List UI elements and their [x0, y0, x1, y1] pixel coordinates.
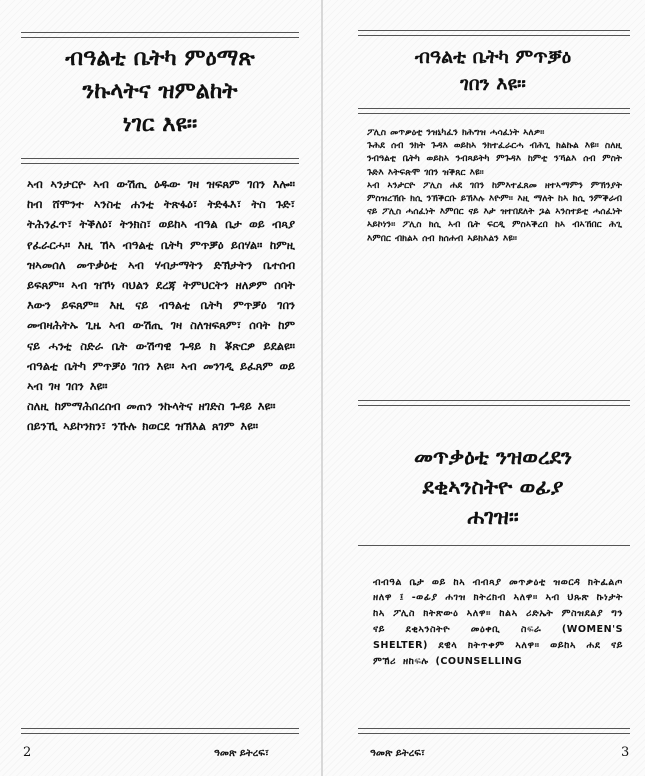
- left-footer-double-rule: [21, 728, 299, 734]
- right-top-lower-rule: [358, 108, 630, 114]
- right-top-heading: [343, 44, 643, 98]
- right-top-heading-line-1: ብዓልቲ ቤትካ ምጥቓዕ: [414, 46, 572, 68]
- right-middle-double-rule: [358, 400, 630, 406]
- right-top-paragraph-2: ጉሕደ ሰብ ንክት ጉዳእ ወይከኣ ንክተፈራርሓ ብሕጊ ክልኩል እዩ። ስለዚ ንብዓልቲ ቤትካ ወይከኣ ንብጻይትካ ምጉዳእ ከምቲ ንኻልእ ሰብ ምስት ጉድእ እትፍጽሞ ገበን ዝቕጸር እዩ።: [367, 141, 622, 178]
- left-heading-line-1: ብዓልቲ ቤትካ ምዕማጽ: [65, 45, 255, 71]
- right-footer-double-rule: [358, 728, 630, 734]
- left-body-text: [27, 174, 295, 437]
- left-top-double-rule: [21, 32, 299, 38]
- right-bottom-heading-line-3: ሐገዝ።: [467, 505, 519, 529]
- right-bottom-heading-line-1: መጥቃዕቲ ንዝወረደን: [413, 445, 573, 469]
- right-top-paragraph-1: ፖሊስ መጥቃዕቲ ንዝኒካፈን ክሕግዝ ሓሳፈነት ኣለዎ።: [367, 128, 545, 138]
- left-heading-line-3: ነገር እዩ።: [122, 111, 198, 137]
- right-top-heading-line-2: ገበን እዩ።: [460, 73, 526, 95]
- right-page: [323, 0, 645, 776]
- right-top-double-rule: [358, 30, 630, 36]
- right-page-number: 3: [621, 745, 630, 760]
- right-bottom-heading: [343, 442, 643, 532]
- right-top-body-text: [367, 127, 622, 246]
- left-paragraph-3: በይንኺ ኣይኮንክን፣ ንኹሉ ክወርደ ዝኽእል ጸገም እዩ።: [27, 419, 259, 434]
- right-bottom-body-text: [373, 565, 623, 679]
- left-mid-double-rule: [21, 158, 299, 164]
- left-paragraph-2: ስለዚ ከምማሕበረሰብ መጠን ንኩላትና ዘገድስ ጉዳይ እዩ።: [27, 399, 276, 414]
- left-page-number: 2: [23, 745, 32, 760]
- right-bottom-heading-line-2: ደቂኣንስትዮ ወፊያ: [422, 475, 564, 499]
- left-paragraph-1: ኣብ ኣንታርዮ ኣብ ውሽጢ ዕዱው ገዛ ዝፍጸም ገበን እሎ። ከብ ሸሞንተ ኣንስቲ ሐንቲ ትጽፋዕ፣ ትድፋእ፣ ትስ ጉድ፣ ትሕንፈጥ፣ ትቕለዕ፣ ትንክስ፣ ወይከኣ ብዓል ቤታ ወይ ብጻያ የፈራርሓ። እዚ ኸኣ ብዓልቲ ቤትካ ምጥቓዕ ይበሃል። ከምዚ ዝኣመሰለ መጥቃዕቲ ኣብ ሃብታማትን ድኽታትን ቤተሰብ ይፍጸም። ኣብ ዝኾነ ባህልን ደረጃ ትምህርትን ዘለዎም ሰባት እውን ይፍጸም። እዚ ናይ ብዓልቲ ቤትካ ምጥቓዕ ገበን መብዛሕትኡ ጊዜ ኣብ ውሽጢ ገዛ ስለዝፍጸም፣ ሰባት ከም ናይ ሓንቲ ስድራ ቤት ውሽጣዊ ጉዳይ ክ ቖጽርዎ ይደልዩ። ብዓልቲ ቤትካ ምጥቓዕ ገበን እዩ። ኣብ መንገዲ ይፈጸም ወይ ኣብ ገዛ ገበን እዩ።: [27, 177, 295, 394]
- left-footer-label: ዓመጽ ይትረፍ፣: [214, 748, 269, 759]
- right-bottom-paragraph: ብብዓል ቤታ ወይ ከኣ ብብጻያ መጥቃዕቲ ዝወርዳ ክትፈልጦ ዘለዋ ፤ -ወፊያ ሐገዝ ክትረክብ ኣለዋ። ኣብ ህጹጽ ኩነታት ከኣ ፖሊስ ክትጽውዕ ኣለዋ። ከልኣ ሪድኤት ምስዝደልያ ግን ናይ ደቂኣንስትዮ መዕቀቢ ስፍራ (WOMEN'S SHELTER) ደዊላ ክትጥቀም ኣለዋ። ወይከኣ ሐደ ናይ ምኽሪ ዘከፍሉ (COUNSELLING: [373, 576, 623, 667]
- left-page-heading: [10, 42, 310, 141]
- right-bottom-heading-rule: [358, 545, 630, 546]
- right-footer-label: ዓመጽ ይትረፍ፣: [370, 748, 425, 759]
- left-heading-line-2: ንኩላትና ዝምልከት: [82, 78, 238, 104]
- right-top-paragraph-3: ኣብ ኣንታርዮ ፖሊስ ሐደ ገበን ከምእተፈጸመ ዘተኣማምን ምኽንያት ምስዝረኽቡ ክሲ ንኽቕርቡ ይኽእሉ እዮም። እዚ ማለት ከኣ ክሲ ንምቕራብ ናይ ፖሊስ ሓሰፈነት እምበር ናይ እታ ዝተበደለት ጔል ኣንስተይቲ ሓሰፈነት ኣይኮነን። ፖሊስ ክሲ ኣብ ቤት ፍርዲ ምስኣቕረበ ከኣ ብኣኸበር ሕጊ እምበር ብክልኣ ሰብ ክሰሐብ ኣይክእልን እዩ።: [367, 180, 622, 244]
- left-page: [0, 0, 322, 776]
